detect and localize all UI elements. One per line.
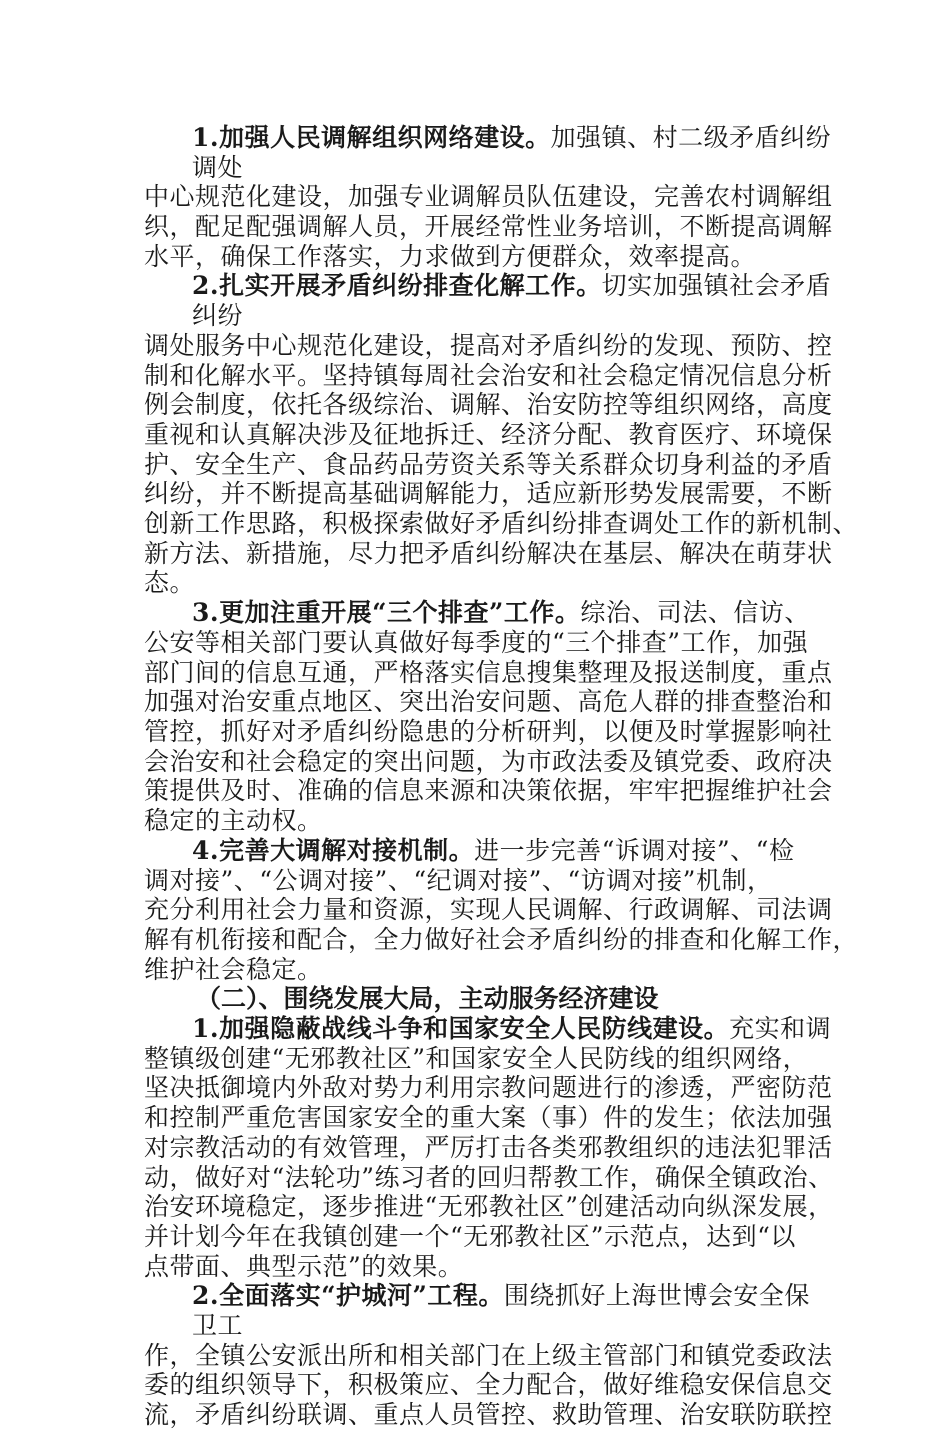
paragraph-3-line-5: 管控，抓好对矛盾纠纷隐患的分析研判，以便及时掌握影响社 [144,717,833,746]
paragraph-4-line-5: 维护社会稳定。 [144,955,323,984]
paragraph-3-line-1: 3.更加注重开展“三个排查”工作。综治、司法、信访、 [192,598,810,627]
paragraph-3-line-8: 稳定的主动权。 [144,806,323,835]
paragraph-3-line-6: 会治安和社会稳定的突出问题，为市政法委及镇党委、政府决 [144,747,833,776]
paragraph-3-heading: 3.更加注重开展“三个排查”工作。 [192,598,581,627]
paragraph-1-line-2: 调处 [192,153,244,182]
paragraph-1-line-3: 中心规范化建设，加强专业调解员队伍建设，完善农村调解组 [144,182,833,211]
paragraph-2-line-2: 纠纷 [192,301,244,330]
paragraph-5-line-8: 并计划今年在我镇创建一个“无邪教社区”示范点，达到“以 [144,1222,796,1251]
paragraph-2-heading: 2.扎实开展矛盾纠纷排查化解工作。 [192,271,602,300]
paragraph-3-line-4: 加强对治安重点地区、突出治安问题、高危人群的排查整治和 [144,687,833,716]
paragraph-6-line-1: 2.全面落实“护城河”工程。围绕抓好上海世博会安全保 [192,1281,810,1310]
paragraph-2-line-6: 重视和认真解决涉及征地拆迁、经济分配、教育医疗、环境保 [144,420,833,449]
paragraph-1-line-5: 水平，确保工作落实，力求做到方便群众，效率提高。 [144,242,757,271]
paragraph-2-line-1: 2.扎实开展矛盾纠纷排查化解工作。切实加强镇社会矛盾 [192,271,832,300]
paragraph-1-heading: 1.加强人民调解组织网络建设。 [192,123,551,152]
paragraph-2-line-5: 例会制度，依托各级综治、调解、治安防控等组织网络，高度 [144,390,833,419]
paragraph-5-line-7: 治安环境稳定，逐步推进“无邪教社区”创建活动向纵深发展， [144,1192,834,1221]
paragraph-4-line-1: 4.完善大调解对接机制。进一步完善“诉调对接”、“检 [192,836,795,865]
paragraph-4-line-2: 调对接”、“公调对接”、“纪调对接”、“访调对接”机制， [144,866,773,895]
paragraph-4-heading: 4.完善大调解对接机制。 [192,836,475,865]
paragraph-6-line-3: 作，全镇公安派出所和相关部门在上级主管部门和镇党委政法 [144,1341,833,1370]
paragraph-3-line-3: 部门间的信息互通，严格落实信息搜集整理及报送制度，重点 [144,658,833,687]
paragraph-3-line-7: 策提供及时、准确的信息来源和决策依据，牢牢把握维护社会 [144,776,833,805]
paragraph-5-line-3: 坚决抵御境内外敌对势力利用宗教问题进行的渗透，严密防范 [144,1073,833,1102]
paragraph-5-line-9: 点带面、典型示范”的效果。 [144,1252,464,1281]
paragraph-3-line-2: 公安等相关部门要认真做好每季度的“三个排查”工作，加强 [144,628,809,657]
paragraph-6-heading: 2.全面落实“护城河”工程。 [192,1281,504,1310]
paragraph-2-line-9: 创新工作思路，积极探索做好矛盾纠纷排查调处工作的新机制、 [144,509,859,538]
paragraph-5-line-6: 动，做好对“法轮功”练习者的回归帮教工作，确保全镇政治、 [144,1163,834,1192]
paragraph-4-line-4: 解有机衔接和配合，全力做好社会矛盾纠纷的排查和化解工作， [144,925,859,954]
paragraph-2-line-11: 态。 [144,568,196,597]
paragraph-6-line-4: 委的组织领导下，积极策应、全力配合，做好维稳安保信息交 [144,1370,833,1399]
paragraph-6-line-2: 卫工 [192,1311,244,1340]
paragraph-4-line-3: 充分利用社会力量和资源，实现人民调解、行政调解、司法调 [144,895,833,924]
paragraph-2-line-10: 新方法、新措施，尽力把矛盾纠纷解决在基层、解决在萌芽状 [144,539,833,568]
paragraph-5-line-5: 对宗教活动的有效管理，严厉打击各类邪教组织的违法犯罪活 [144,1133,833,1162]
paragraph-2-line-3: 调处服务中心规范化建设，提高对矛盾纠纷的发现、预防、控 [144,331,833,360]
paragraph-2-line-8: 纠纷，并不断提高基础调解能力，适应新形势发展需要，不断 [144,479,833,508]
paragraph-5-line-1: 1.加强隐蔽战线斗争和国家安全人民防线建设。充实和调 [192,1014,832,1043]
paragraph-1-line-1: 1.加强人民调解组织网络建设。加强镇、村二级矛盾纠纷 [192,123,832,152]
paragraph-5-heading: 1.加强隐蔽战线斗争和国家安全人民防线建设。 [192,1014,730,1043]
paragraph-5-line-2: 整镇级创建“无邪教社区”和国家安全人民防线的组织网络， [144,1044,809,1073]
paragraph-5-line-4: 和控制严重危害国家安全的重大案（事）件的发生；依法加强 [144,1103,833,1132]
paragraph-6-line-5: 流，矛盾纠纷联调、重点人员管控、救助管理、治安联防联控 [144,1400,833,1429]
section-title: （二）、围绕发展大局，主动服务经济建设 [196,984,659,1013]
paragraph-2-line-4: 制和化解水平。坚持镇每周社会治安和社会稳定情况信息分析 [144,361,833,390]
paragraph-2-line-7: 护、安全生产、食品药品劳资关系等关系群众切身利益的矛盾 [144,450,833,479]
paragraph-1-line-4: 织，配足配强调解人员，开展经常性业务培训，不断提高调解 [144,212,833,241]
